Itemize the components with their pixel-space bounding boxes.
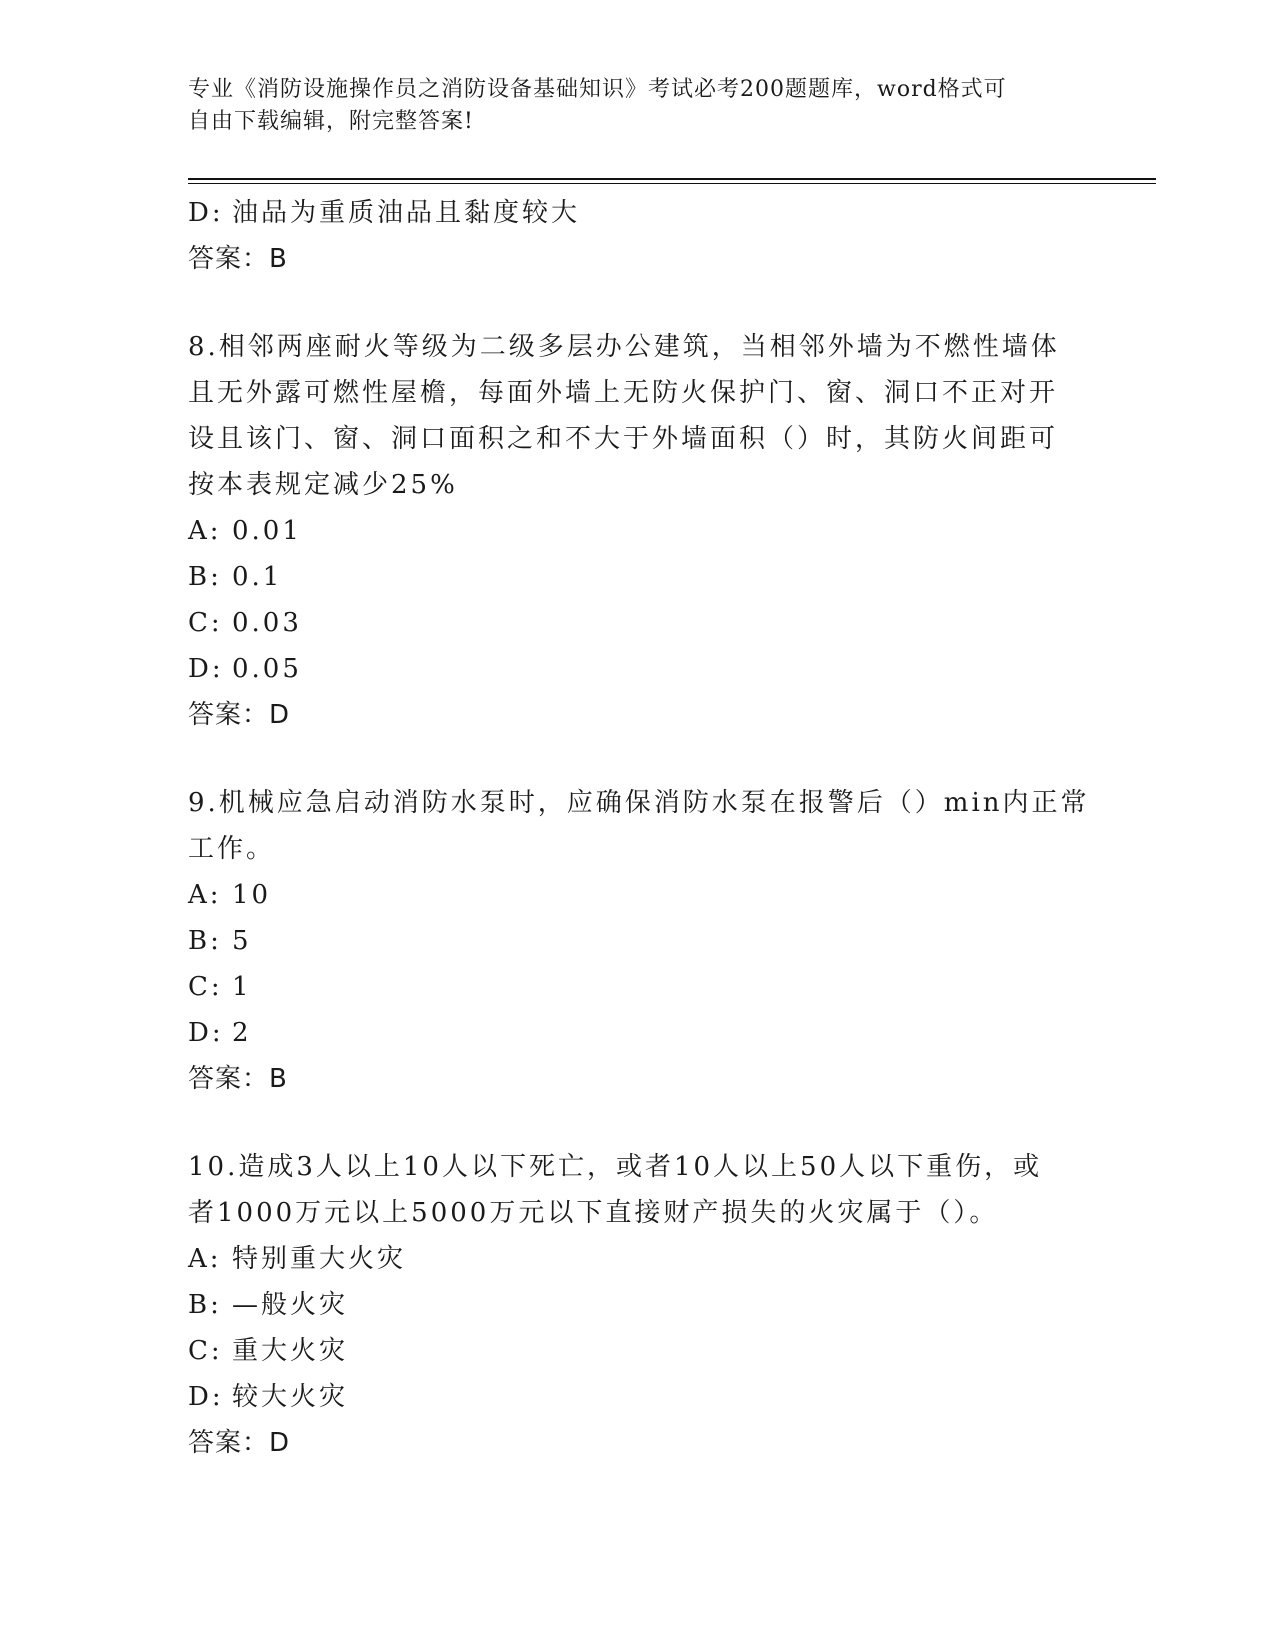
- question-text-line: 8.相邻两座耐火等级为二级多层办公建筑，当相邻外墙为不燃性墙体: [188, 332, 1060, 362]
- document-body: [188, 190, 1088, 1466]
- option-text: 油品为重质油品且黏度较大: [232, 198, 581, 228]
- option-text: 1: [232, 972, 252, 1002]
- option-letter: A:: [188, 516, 222, 546]
- document-header: [188, 74, 1068, 138]
- option-letter: D:: [188, 198, 224, 228]
- question-text-line: 且无外露可燃性屋檐，每面外墙上无防火保护门、窗、洞口不正对开: [188, 378, 1059, 408]
- option-letter: B:: [188, 1290, 222, 1320]
- option-b: [188, 918, 1088, 964]
- q7-answer: 答案：B: [188, 244, 288, 274]
- option-b: [188, 554, 1088, 600]
- option-letter: D:: [188, 1018, 224, 1048]
- option-letter: D:: [188, 654, 224, 684]
- spacer: [188, 1102, 1088, 1144]
- option-letter: B:: [188, 926, 222, 956]
- option-text: 特别重大火灾: [232, 1244, 407, 1274]
- option-letter: C:: [188, 972, 223, 1002]
- option-c: [188, 964, 1088, 1010]
- option-letter: D:: [188, 1382, 224, 1412]
- question-answer: 答案：D: [188, 1428, 291, 1458]
- option-b: [188, 1282, 1088, 1328]
- option-text: 0.01: [232, 516, 302, 546]
- option-c: [188, 600, 1088, 646]
- option-letter: C:: [188, 1336, 223, 1366]
- header-divider-thick: [188, 178, 1156, 180]
- option-letter: C:: [188, 608, 223, 638]
- option-d: [188, 1374, 1088, 1420]
- header-divider-thin: [188, 183, 1156, 184]
- spacer: [188, 738, 1088, 780]
- question-10: [188, 1144, 1088, 1466]
- option-text: 0.05: [232, 654, 302, 684]
- question-9: [188, 780, 1088, 1102]
- option-a: [188, 508, 1088, 554]
- q7-option-d: [188, 190, 1088, 236]
- option-text: 2: [232, 1018, 252, 1048]
- option-text: 较大火灾: [232, 1382, 349, 1412]
- option-text: 5: [232, 926, 252, 956]
- question-text-line: 工作。: [188, 834, 276, 864]
- spacer: [188, 282, 1088, 324]
- option-a: [188, 872, 1088, 918]
- option-a: [188, 1236, 1088, 1282]
- header-line-2: 自由下载编辑，附完整答案!: [188, 109, 474, 134]
- question-text-line: 9.机械应急启动消防水泵时，应确保消防水泵在报警后（）min内正常: [188, 788, 1090, 818]
- question-text-line: 者1000万元以上5000万元以下直接财产损失的火灾属于（）。: [188, 1198, 999, 1228]
- question-8: [188, 324, 1088, 738]
- option-letter: B:: [188, 562, 222, 592]
- option-text: 0.03: [232, 608, 302, 638]
- option-d: [188, 1010, 1088, 1056]
- header-line-1: 专业《消防设施操作员之消防设备基础知识》考试必考200题题库，word格式可: [188, 77, 1007, 102]
- question-answer: 答案：B: [188, 1064, 288, 1094]
- option-text: 10: [232, 880, 272, 910]
- option-letter: A:: [188, 880, 222, 910]
- question-answer: 答案：D: [188, 700, 291, 730]
- question-text-line: 按本表规定减少25%: [188, 470, 458, 500]
- question-text-line: 10.造成3人以上10人以下死亡，或者10人以上50人以下重伤，或: [188, 1152, 1043, 1182]
- option-d: [188, 646, 1088, 692]
- option-c: [188, 1328, 1088, 1374]
- option-text: 0.1: [232, 562, 283, 592]
- option-text: —般火灾: [232, 1290, 349, 1320]
- option-letter: A:: [188, 1244, 222, 1274]
- option-text: 重大火灾: [232, 1336, 349, 1366]
- question-text-line: 设且该门、窗、洞口面积之和不大于外墙面积（）时，其防火间距可: [188, 424, 1059, 454]
